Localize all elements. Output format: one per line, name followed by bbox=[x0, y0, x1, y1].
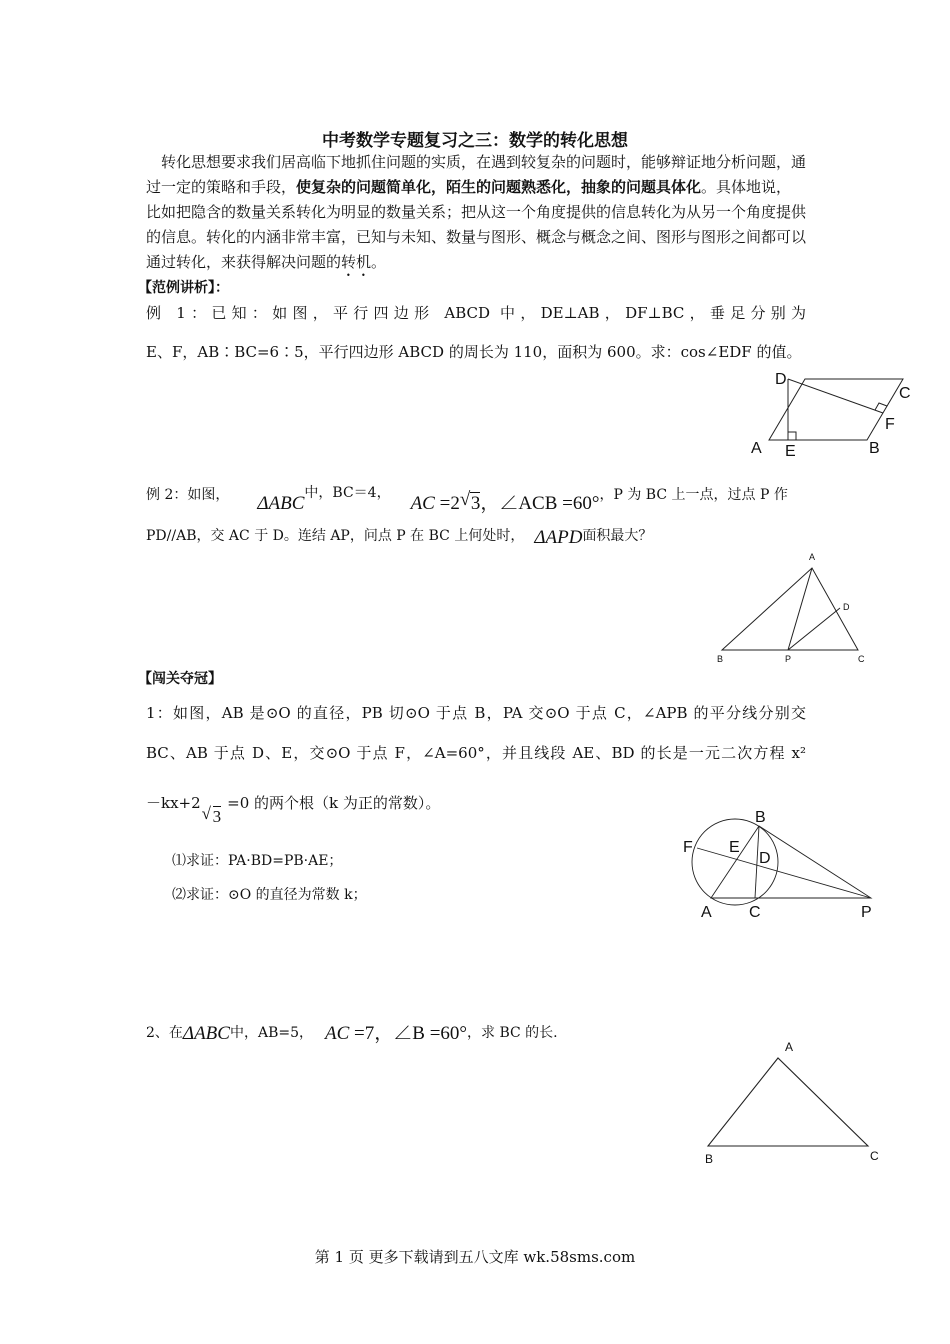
example2-angle: ，∠ACB =60° bbox=[480, 493, 600, 514]
page-footer: 第 1 页 更多下载请到五八文库 wk.58sms.com bbox=[314, 1248, 636, 1266]
intro-paragraph bbox=[146, 150, 806, 280]
label-e: E bbox=[785, 443, 796, 460]
label-p: P bbox=[785, 654, 792, 664]
section-heading-challenges: 【闯关夺冠】 bbox=[138, 671, 222, 687]
intro-text-1: 转化思想要求我们居高临下地抓住问题的实质，在遇到较复杂的问题时，能够辩证地分析问题，通过一定的策略和手段， bbox=[146, 153, 807, 196]
label-e: E bbox=[729, 839, 740, 856]
problem1-question2: ⑵求证：⊙O 的直径为常数 k； bbox=[172, 887, 367, 903]
label-d: D bbox=[759, 850, 771, 867]
problem2-prefix: 2、在 bbox=[146, 1025, 183, 1041]
problem1-line3a: －kx+2 bbox=[146, 794, 201, 812]
intro-bold-text: 使复杂的问题简单化，陌生的问题熟悉化，抽象的问题具体化 bbox=[296, 178, 702, 196]
label-a: A bbox=[809, 552, 816, 562]
label-a: A bbox=[751, 440, 762, 457]
sqrt-sign-icon: √ bbox=[459, 489, 471, 510]
triangle-abc bbox=[708, 1058, 868, 1146]
label-f: F bbox=[885, 416, 895, 433]
label-c: C bbox=[870, 1149, 879, 1163]
label-b: B bbox=[705, 1152, 714, 1166]
problem1-sqrt3: √ 3 bbox=[201, 804, 222, 826]
example2-line2 bbox=[146, 524, 652, 546]
right-angle-mark-e bbox=[788, 432, 796, 440]
example1-line2: E、F，AB∶BC=6∶5，平行四边形 ABCD 的周长为 110，面积为 600。求：cos∠EDF 的值。 bbox=[146, 343, 802, 361]
example2-triangle: ΔABC bbox=[257, 493, 305, 514]
example1-figure bbox=[745, 368, 925, 460]
problem2-angle: ∠B =60° bbox=[393, 1023, 468, 1044]
sqrt-sign-icon: √ bbox=[201, 804, 212, 823]
problem2-eq: =7， bbox=[349, 1023, 394, 1044]
label-a: A bbox=[701, 904, 712, 921]
example2-line2a: PD//AB，交 AC 于 D。连结 AP，问点 P 在 BC 上何处时， bbox=[146, 528, 525, 544]
problem1-figure bbox=[675, 800, 885, 925]
problem2-suffix: ，求 BC 的长. bbox=[467, 1025, 558, 1041]
label-f: F bbox=[683, 839, 693, 856]
label-c: C bbox=[858, 654, 865, 664]
example2-triangle-apd: ΔAPD bbox=[534, 527, 583, 548]
problem2-mid: 中，AB=5， bbox=[229, 1025, 314, 1041]
example2-eq: =2 bbox=[434, 493, 460, 514]
example2-ac: AC bbox=[410, 493, 435, 514]
example2-suffix: ，P 为 BC 上一点，过点 P 作 bbox=[599, 487, 788, 503]
problem1-question1: ⑴求证：PA·BD=PB·AE； bbox=[172, 853, 343, 869]
intro-end: 。 bbox=[371, 253, 387, 271]
segment-pd bbox=[788, 608, 840, 650]
intro-emphasis: 转机 bbox=[341, 253, 372, 271]
segment-pf bbox=[697, 848, 871, 898]
section-heading-examples: 【范例讲析】： bbox=[138, 280, 229, 296]
label-b: B bbox=[869, 440, 880, 457]
example2-line1 bbox=[146, 478, 788, 514]
problem1-line2: BC、AB 于点 D、E，交⊙O 于点 F，∠A=60°，并且线段 AE、BD 的长是一元二次方程 x² bbox=[146, 744, 806, 762]
page-title: 中考数学专题复习之三：数学的转化思想 bbox=[322, 131, 628, 151]
segment-ap bbox=[788, 568, 812, 650]
segment-df bbox=[788, 379, 883, 413]
intro-text-2: 。具体地说，比如把隐含的数量关系转化为明显的数量关系；把从这一个角度提供的信息转化为从另一个角度提供的信息。转化的内涵非常丰富，已知与未知、数量与图形、概念与概念之间、图形与图形之间都可以通过转化，来获得解决问题的 bbox=[146, 178, 807, 271]
triangle-apb bbox=[711, 826, 871, 898]
problem1-line3b: =0 的两个根（k 为正的常数）。 bbox=[227, 794, 441, 812]
example2-figure bbox=[710, 548, 880, 668]
problem2-figure bbox=[700, 1036, 890, 1171]
label-c: C bbox=[749, 904, 761, 921]
problem1-line1: 1：如图，AB 是⊙O 的直径，PB 切⊙O 于点 B，PA 交⊙O 于点 C，∠APB 的平分线分别交 bbox=[146, 704, 806, 722]
label-a: A bbox=[785, 1040, 794, 1054]
problem2-triangle: ΔABC bbox=[182, 1023, 230, 1044]
parallelogram-abcd bbox=[769, 379, 903, 440]
problem2-ac: AC bbox=[325, 1023, 350, 1044]
label-d: D bbox=[775, 371, 787, 388]
problem1-line3 bbox=[146, 792, 441, 826]
triangle-abc bbox=[722, 568, 858, 650]
example2-mid: 中，BC＝4， bbox=[304, 485, 391, 501]
example1-line1: 例 1：已知：如图，平行四边形 ABCD 中，DE⊥AB，DF⊥BC，垂足分别为 bbox=[146, 304, 806, 322]
label-c: C bbox=[899, 385, 911, 402]
example2-sqrt3: √ 3 bbox=[459, 489, 481, 514]
label-d: D bbox=[843, 602, 850, 612]
example2-line2b: 面积最大？ bbox=[582, 528, 653, 544]
label-b: B bbox=[717, 654, 724, 664]
label-p: P bbox=[861, 904, 872, 921]
problem2-line bbox=[146, 1016, 558, 1043]
label-b: B bbox=[755, 809, 766, 826]
example2-prefix: 例 2：如图， bbox=[146, 487, 230, 503]
